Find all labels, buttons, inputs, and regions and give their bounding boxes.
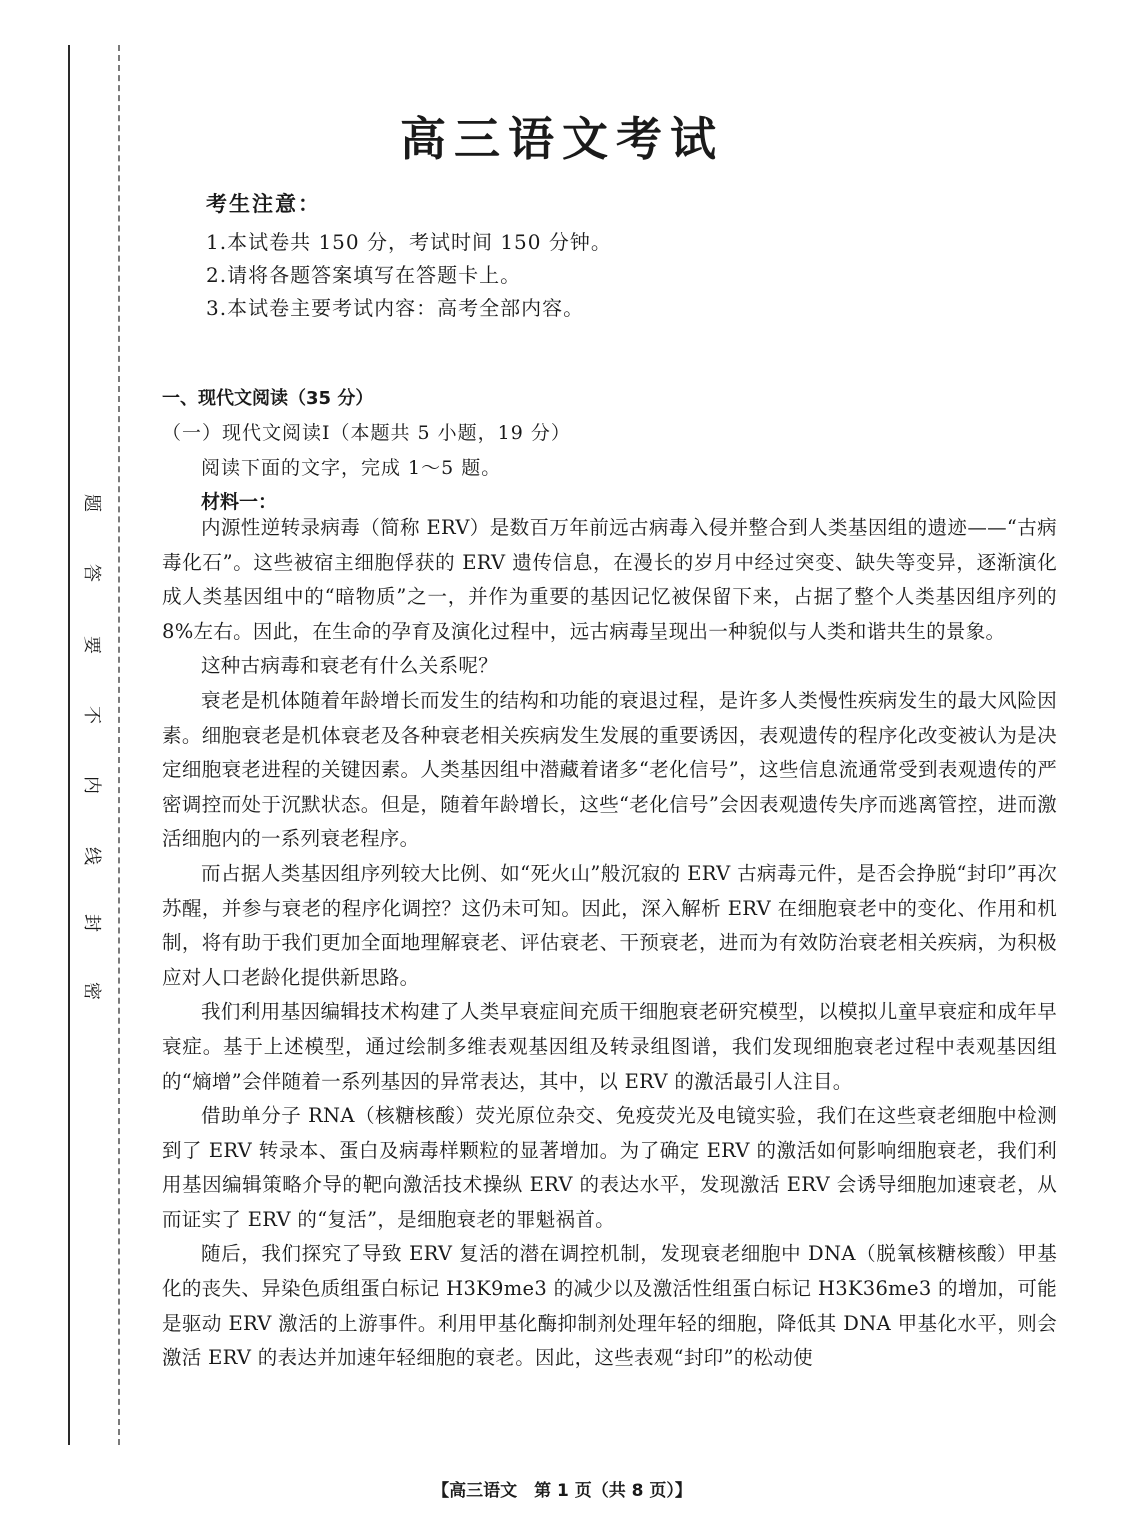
material-label: 材料一：: [201, 491, 278, 513]
passage-body: [162, 511, 1057, 1376]
margin-char: 答: [81, 564, 102, 582]
notice-heading: 考生注意：: [206, 192, 321, 216]
section-heading: 一、现代文阅读（35 分）: [162, 388, 374, 409]
margin-char: 题: [81, 494, 102, 512]
notice-item: 2.请将各题答案填写在答题卡上。: [206, 263, 522, 287]
passage-paragraph: 内源性逆转录病毒（简称 ERV）是数百万年前远古病毒入侵并整合到人类基因组的遗迹——“古病毒化石”。这些被宿主细胞俘获的 ERV 遗传信息，在漫长的岁月中经过突变、缺失等变异，逐渐演化成人类基因组中的“暗物质”之一，并作为重要的基因记忆被保留下来，占据了整个人类基因组序列的 8%左右。因此，在生命的孕育及演化过程中，远古病毒呈现出一种貌似与人类和谐共生的景象。: [162, 516, 1057, 643]
margin-char: 要: [81, 636, 102, 654]
passage-paragraph: 这种古病毒和衰老有什么关系呢？: [201, 654, 499, 678]
page-footer: 【高三语文 第 1 页（共 8 页）】: [432, 1481, 692, 1501]
notice-item: 3.本试卷主要考试内容：高考全部内容。: [206, 296, 585, 320]
margin-char: 线: [81, 847, 102, 865]
reading-instruction: 阅读下面的文字，完成 1～5 题。: [201, 457, 502, 479]
passage-paragraph: 随后，我们探究了导致 ERV 复活的潜在调控机制，发现衰老细胞中 DNA（脱氧核糖核酸）甲基化的丧失、异染色质组蛋白标记 H3K9me3 的减少以及激活性组蛋白标记 H3K36me3 的增加，可能是驱动 ERV 激活的上游事件。利用甲基化酶抑制剂处理年轻的细胞，降低其 DNA 甲基化水平，则会激活 ERV 的表达并加速年轻细胞的衰老。因此，这些表观“封印”的松动使: [162, 1242, 1057, 1370]
notice-item: 1.本试卷共 150 分，考试时间 150 分钟。: [206, 230, 612, 254]
margin-char: 不: [81, 706, 102, 724]
passage-paragraph: 借助单分子 RNA（核糖核酸）荧光原位杂交、免疫荧光及电镜实验，我们在这些衰老细胞中检测到了 ERV 转录本、蛋白及病毒样颗粒的显著增加。为了确定 ERV 的激活如何影响细胞衰老，我们利用基因编辑策略介导的靶向激活技术操纵 ERV 的表达水平，发现激活 ERV 会诱导细胞加速衰老，从而证实了 ERV 的“复活”，是细胞衰老的罪魁祸首。: [162, 1104, 1057, 1231]
margin-line-solid: [68, 45, 70, 1445]
passage-paragraph: 而占据人类基因组序列较大比例、如“死火山”般沉寂的 ERV 古病毒元件，是否会挣脱“封印”再次苏醒，并参与衰老的程序化调控？这仍未可知。因此，深入解析 ERV 在细胞衰老中的变化、作用和机制，将有助于我们更加全面地理解衰老、评估衰老、干预衰老，进而为有效防治衰老相关疾病，为积极应对人口老龄化提供新思路。: [162, 861, 1057, 989]
passage-paragraph: 衰老是机体随着年龄增长而发生的结构和功能的衰退过程，是许多人类慢性疾病发生的最大风险因素。细胞衰老是机体衰老及各种衰老相关疾病发生发展的重要诱因，表观遗传的程序化改变被认为是决定细胞衰老进程的关键因素。人类基因组中潜藏着诸多“老化信号”，这些信息流通常受到表观遗传的严密调控而处于沉默状态。但是，随着年龄增长，这些“老化信号”会因表观遗传失序而逃离管控，进而激活细胞内的一系列衰老程序。: [162, 688, 1057, 851]
section-subheading: （一）现代文阅读Ⅰ（本题共 5 小题，19 分）: [162, 422, 571, 444]
margin-line-dashed: [118, 45, 120, 1445]
page-title: 高三语文考试: [400, 112, 724, 166]
margin-char: 内: [81, 776, 102, 794]
margin-char: 封: [81, 914, 102, 932]
margin-char: 密: [81, 982, 102, 1000]
passage-paragraph: 我们利用基因编辑技术构建了人类早衰症间充质干细胞衰老研究模型，以模拟儿童早衰症和成年早衰症。基于上述模型，通过绘制多维表观基因组及转录组图谱，我们发现细胞衰老过程中表观基因组的“熵增”会伴随着一系列基因的异常表达，其中，以 ERV 的激活最引人注目。: [162, 1000, 1057, 1093]
